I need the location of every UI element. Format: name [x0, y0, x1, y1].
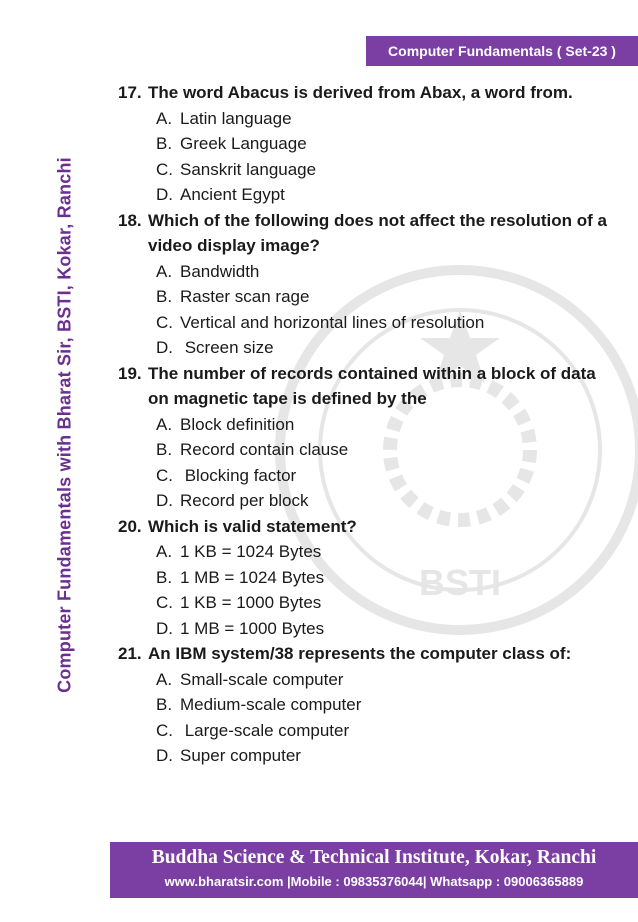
option-letter: C. [156, 720, 173, 740]
header-badge: Computer Fundamentals ( Set-23 ) [366, 36, 638, 66]
option-text: Small-scale computer [180, 669, 344, 689]
option-text: Latin language [180, 108, 292, 128]
option [156, 463, 608, 489]
question-text: An IBM system/38 represents the computer class of: [148, 644, 572, 663]
option-text: 1 KB = 1000 Bytes [180, 593, 322, 612]
option-letter: D. [156, 185, 173, 204]
option-letter: B. [156, 287, 173, 306]
question-text: The number of records contained within a block of data on magnetic tape is defined by the [148, 363, 596, 408]
option-text: Ancient Egypt [180, 185, 285, 204]
option-letter: B. [156, 567, 173, 587]
option [156, 106, 608, 132]
option [156, 259, 608, 285]
option [156, 412, 608, 438]
option-text: Vertical and horizontal lines of resolution [180, 312, 485, 332]
option-text: Bandwidth [180, 261, 260, 281]
option-text: Sanskrit language [180, 159, 317, 179]
option-letter: C. [156, 312, 173, 332]
option-letter: B. [156, 440, 173, 459]
question-number: 21. [118, 644, 142, 663]
question-number: 19. [118, 363, 142, 383]
option-text: 1 MB = 1024 Bytes [180, 567, 325, 587]
option-letter: A. [156, 542, 173, 561]
option-letter: D. [156, 491, 173, 510]
option-text: 1 KB = 1024 Bytes [180, 542, 322, 561]
option [156, 616, 608, 642]
option-text: Large-scale computer [180, 720, 350, 740]
option-text: Record per block [180, 491, 309, 510]
option-letter: A. [156, 261, 173, 281]
option-letter: B. [156, 695, 173, 714]
option-text: Record contain clause [180, 440, 349, 459]
option [156, 539, 608, 565]
question [118, 208, 608, 259]
option-text: Medium-scale computer [180, 695, 362, 714]
question-text: Which of the following does not affect the resolution of a video display image? [148, 210, 607, 255]
option-letter: D. [156, 618, 173, 638]
option-letter: D. [156, 338, 173, 357]
option [156, 157, 608, 183]
question-text: The word Abacus is derived from Abax, a word from. [148, 83, 573, 102]
sidebar-label: Computer Fundamentals with Bharat Sir, BSTI, Kokar, Ranchi [54, 157, 75, 693]
option [156, 667, 608, 693]
option-text: Blocking factor [180, 465, 297, 485]
option [156, 590, 608, 616]
option-letter: A. [156, 414, 173, 434]
option [156, 565, 608, 591]
option [156, 437, 608, 463]
option-text: Screen size [180, 338, 274, 357]
question [118, 641, 608, 667]
option [156, 335, 608, 361]
option-letter: C. [156, 159, 173, 179]
option [156, 718, 608, 744]
option-text: Super computer [180, 746, 301, 765]
option [156, 284, 608, 310]
option-letter: C. [156, 593, 173, 612]
footer [110, 842, 638, 898]
question [118, 514, 608, 540]
question-text: Which is valid statement? [148, 516, 357, 536]
option-letter: B. [156, 134, 173, 153]
question-number: 20. [118, 516, 142, 536]
option-letter: C. [156, 465, 173, 485]
watermark-text: BSTI [418, 562, 502, 603]
question-number: 18. [118, 210, 142, 230]
footer-institute: Buddha Science & Technical Institute, Kokar, Ranchi [151, 847, 597, 868]
sidebar [35, 90, 95, 760]
question [118, 361, 608, 412]
option [156, 310, 608, 336]
option-letter: D. [156, 746, 173, 765]
option [156, 488, 608, 514]
option [156, 743, 608, 769]
option-letter: A. [156, 669, 173, 689]
option-text: 1 MB = 1000 Bytes [180, 618, 325, 638]
option [156, 692, 608, 718]
option-text: Greek Language [180, 134, 307, 153]
option [156, 131, 608, 157]
option-text: Raster scan rage [180, 287, 310, 306]
footer-contact: www.bharatsir.com |Mobile : 09835376044| Whatsapp : 09006365889 [164, 874, 584, 889]
question-list [118, 80, 608, 769]
option-text: Block definition [180, 414, 295, 434]
option [156, 182, 608, 208]
option-letter: A. [156, 108, 173, 128]
question [118, 80, 608, 106]
question-number: 17. [118, 83, 142, 102]
